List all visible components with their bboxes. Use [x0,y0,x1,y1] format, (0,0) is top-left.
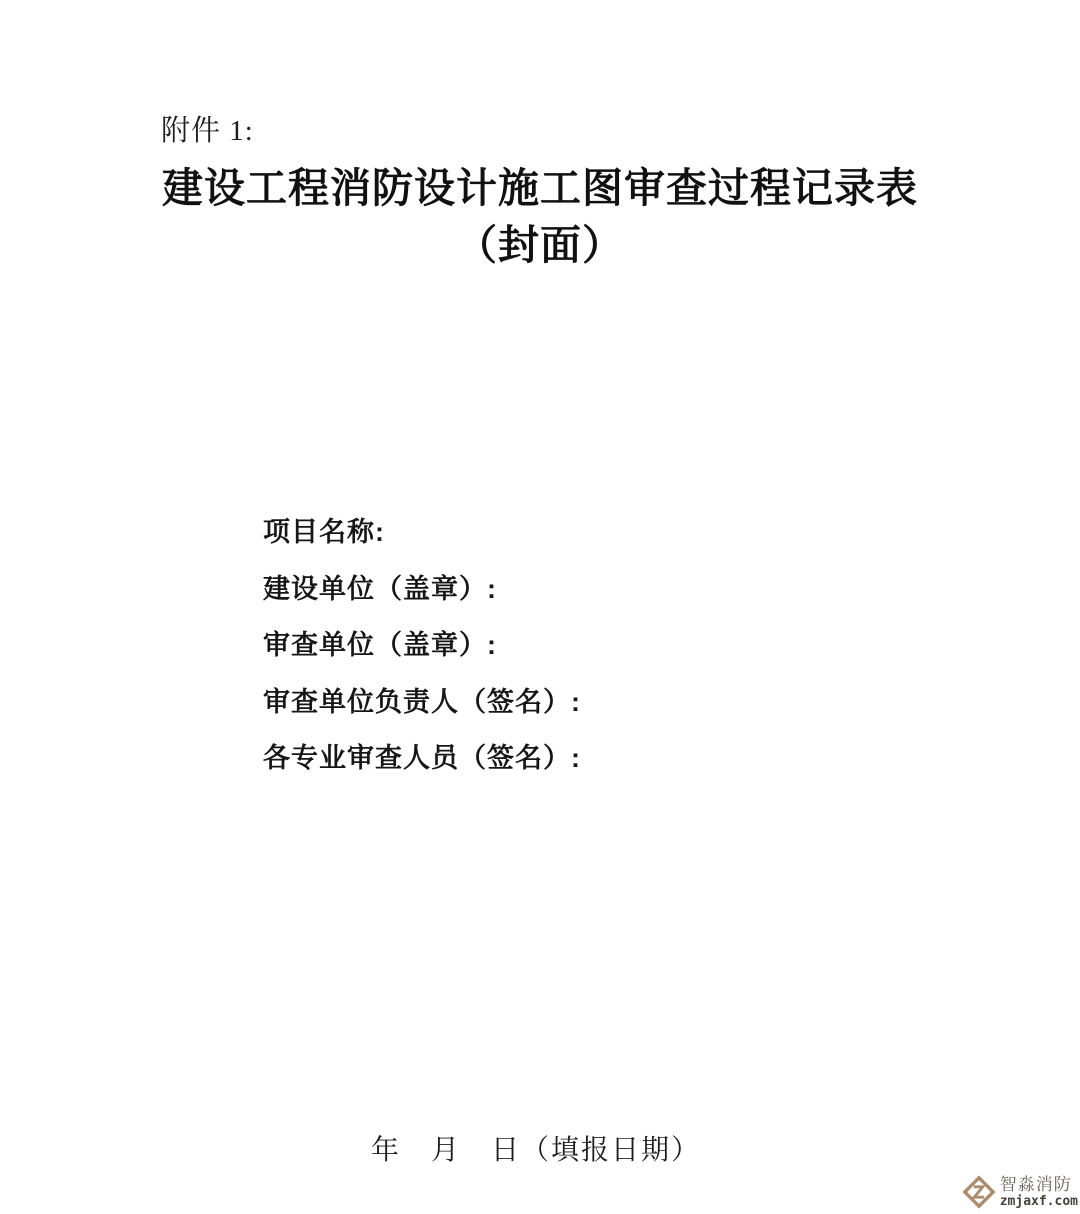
field-label-review-unit-head-signature: 审查单位负责人（签名）: [263,686,581,717]
field-label-construction-unit-seal: 建设单位（盖章）: [263,573,497,604]
watermark-url: zmjaxf.com [999,1194,1078,1209]
document-title-line1: 建设工程消防设计施工图审查过程记录表 [162,165,918,211]
attachment-label: 附件 1: [161,115,254,147]
date-line: 年 月 日（填报日期） [370,1135,701,1166]
document-title-line2: （封面） [456,222,624,268]
watermark-brand-name: 智淼消防 [999,1175,1072,1194]
zhimiao-logo-icon [962,1174,996,1210]
field-label-project-name: 项目名称: [263,517,385,547]
watermark [962,1174,1078,1210]
field-label-review-unit-seal: 审查单位（盖章）: [263,630,497,660]
document-title [0,160,1080,274]
form-fields [263,504,581,787]
watermark-text [1000,1176,1078,1208]
field-label-specialty-reviewers-signature: 各专业审查人员（签名）: [263,743,581,773]
